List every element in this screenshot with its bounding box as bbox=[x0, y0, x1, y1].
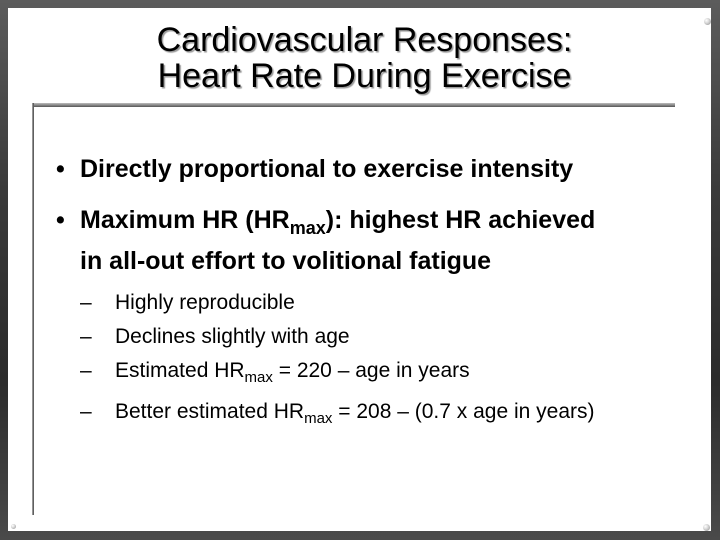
sub-bullet-item bbox=[80, 320, 691, 354]
bullet-item bbox=[48, 153, 691, 186]
title-line-1: Cardiovascular Responses: bbox=[156, 21, 573, 59]
sub-bullet-list bbox=[48, 286, 691, 436]
bullet-text-line2: in all-out effort to volitional fatigue bbox=[80, 247, 492, 275]
sub-bullet-text-prefix: Better estimated HR bbox=[115, 400, 305, 423]
title-line-2: Heart Rate During Exercise bbox=[157, 57, 572, 95]
dash-icon: – bbox=[80, 400, 92, 423]
subscript-max: max bbox=[289, 218, 326, 238]
sub-bullet-item bbox=[80, 286, 691, 320]
dash-icon: – bbox=[80, 359, 92, 382]
bullet-text-suffix: ): highest HR achieved bbox=[325, 206, 596, 234]
subscript-max: max bbox=[244, 369, 273, 386]
left-divider bbox=[32, 103, 34, 515]
sub-bullet-text: Highly reproducible bbox=[115, 291, 295, 314]
bullet-icon: • bbox=[56, 206, 65, 234]
bullet-item bbox=[48, 204, 691, 278]
bullet-text-prefix: Maximum HR (HR bbox=[80, 206, 290, 234]
sub-bullet-text-suffix: = 208 – (0.7 x age in years) bbox=[332, 400, 595, 423]
corner-highlight bbox=[11, 524, 16, 529]
sub-bullet-item bbox=[80, 354, 691, 395]
bullet-text: Directly proportional to exercise intensity bbox=[80, 155, 574, 183]
slide-title bbox=[8, 22, 711, 94]
dash-icon: – bbox=[80, 325, 92, 348]
dash-icon: – bbox=[80, 291, 92, 314]
subscript-max: max bbox=[304, 410, 333, 427]
title-divider bbox=[34, 103, 675, 107]
sub-bullet-text-suffix: = 220 – age in years bbox=[272, 359, 470, 382]
sub-bullet-text-prefix: Estimated HR bbox=[115, 359, 245, 382]
slide bbox=[8, 8, 711, 531]
corner-highlight bbox=[704, 18, 711, 25]
bullet-icon: • bbox=[56, 155, 65, 183]
slide-content bbox=[48, 153, 691, 436]
sub-bullet-text: Declines slightly with age bbox=[115, 325, 350, 348]
corner-highlight bbox=[703, 524, 710, 531]
sub-bullet-item bbox=[80, 395, 691, 436]
